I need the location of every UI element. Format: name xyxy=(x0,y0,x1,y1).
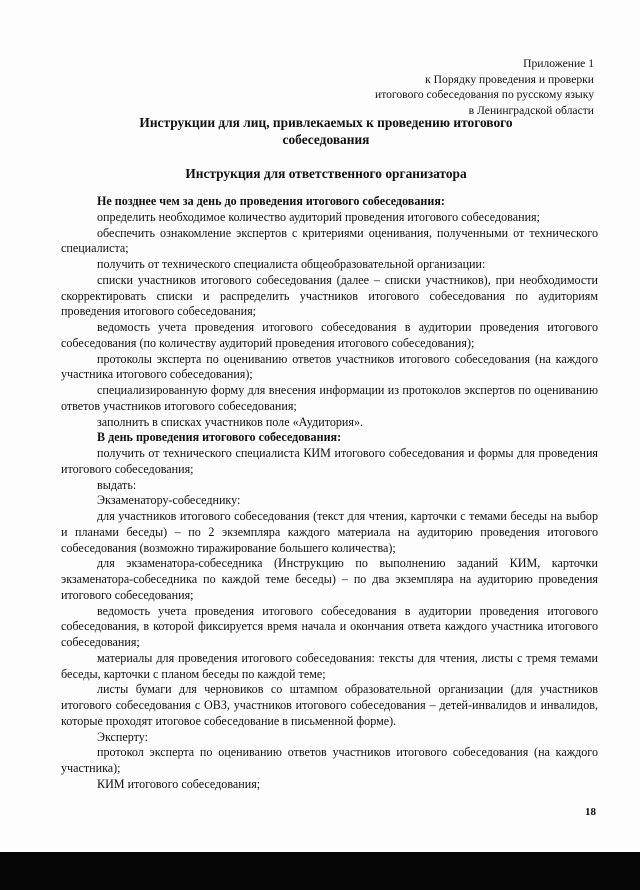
paragraph: КИМ итогового собеседования; xyxy=(97,776,261,791)
paragraph: обеспечить ознакомление экспертов с критериями оценивания, полученными от технического специалиста; xyxy=(61,225,598,256)
paragraph: Эксперту: xyxy=(97,729,149,744)
appendix-line: Приложение 1 xyxy=(523,57,594,70)
paragraph: получить от технического специалиста общеобразовательной организации: xyxy=(97,257,486,271)
document-title: Инструкции для лиц, привлекаемых к проведению итогового собеседования xyxy=(139,115,513,147)
appendix-line: к Порядку проведения и проверки xyxy=(425,72,594,86)
instruction-title: Инструкция для ответственного организатора xyxy=(185,166,467,181)
section-heading: Не позднее чем за день до проведения итогового собеседования: xyxy=(97,194,445,208)
appendix-line: в Ленинградской области xyxy=(468,103,594,117)
paragraph: списки участников итогового собеседования (далее – списки участников), при необходимости скорректировать списки и распределить участников итогового собеседования по аудиториям проведения итогового собеседования; xyxy=(61,272,598,319)
paragraph: Экзаменатору-собеседнику: xyxy=(97,493,241,508)
appendix-line: итогового собеседования по русскому языку xyxy=(375,88,594,102)
paragraph: для экзаменатора-собеседника (Инструкцию по выполнению заданий КИМ, карточки экзаменатора-собеседника по каждой теме беседы) – по два экземпляра на аудиторию проведения итогового собеседования; xyxy=(61,556,598,602)
paragraph: получить от технического специалиста КИМ итогового собеседования и формы для проведения итогового собеседования; xyxy=(61,446,598,476)
paragraph: материалы для проведения итогового собеседования: тексты для чтения, листы с тремя темами беседы, карточки с планом беседы по каждой теме; xyxy=(61,650,598,681)
page-number: 18 xyxy=(585,806,596,818)
paragraph: ведомость учета проведения итогового собеседования в аудитории проведения итогового собеседования (по количеству аудиторий проведения итогового собеседования); xyxy=(61,320,598,350)
section-heading: В день проведения итогового собеседования: xyxy=(97,430,342,445)
paragraph: протокол эксперта по оцениванию ответов участников итогового собеседования (на каждого участника); xyxy=(61,745,598,775)
paragraph: определить необходимое количество аудиторий проведения итогового собеседования; xyxy=(97,209,540,224)
scan-border xyxy=(0,852,640,890)
paragraph: ведомость учета проведения итогового собеседования в аудитории проведения итогового собеседования, в которой фиксируется время начала и окончания ответа каждого участника итогового собеседования; xyxy=(61,603,598,649)
appendix-header xyxy=(375,56,594,118)
paragraph: протоколы эксперта по оцениванию ответов участников итогового собеседования (на каждого участника итогового собеседования); xyxy=(61,351,598,382)
paragraph: листы бумаги для черновиков со штампом образовательной организации (для участников итогового собеседования с ОВЗ, участников итогового собеседования – детей-инвалидов и инвалидов, которые проходят итоговое собеседование в письменной форме). xyxy=(61,682,598,728)
paragraph: заполнить в списках участников поле «Аудитория». xyxy=(97,414,364,429)
document-body xyxy=(61,194,598,793)
paragraph: специализированную форму для внесения информации из протоколов экспертов по оцениванию ответов участников итогового собеседования; xyxy=(61,383,598,413)
paragraph: для участников итогового собеседования (текст для чтения, карточки с темами беседы на выбор и планами беседы) – по 2 экземпляра каждого материала на аудиторию проведения итогового собеседования (возможно тиражирование большего количества); xyxy=(61,509,598,555)
paragraph: выдать: xyxy=(97,477,137,492)
